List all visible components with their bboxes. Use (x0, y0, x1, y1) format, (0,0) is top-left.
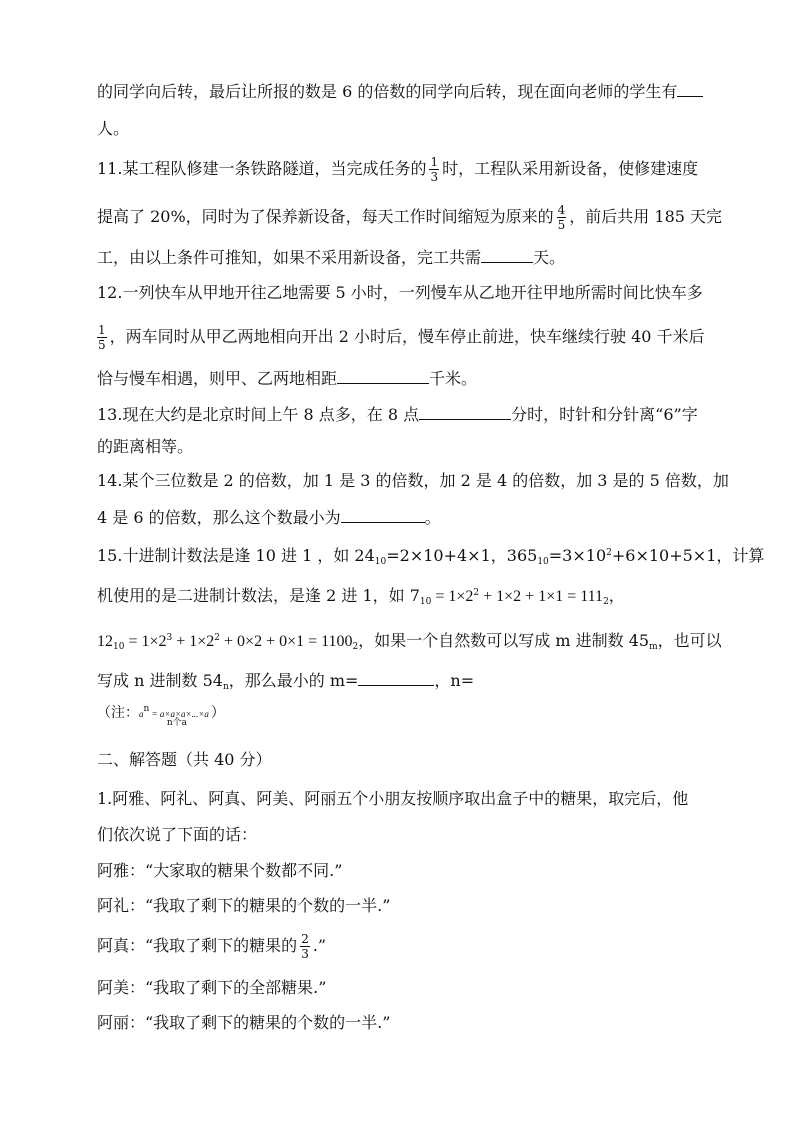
subscript: 10 (537, 557, 549, 567)
text-line (97, 543, 764, 572)
text-line (97, 203, 722, 232)
answer-blank[interactable] (481, 247, 533, 263)
text-span: ， (608, 586, 625, 605)
text-line: 阿美：“我取了剩下的全部糖果.” (97, 978, 327, 997)
fraction-denominator: 3 (301, 947, 309, 961)
text-span: 的同学向后转，最后让所报的数是 6 的倍数的同学向后转，现在面向老师的学生有 (97, 82, 678, 101)
text-line: 阿雅：“大家取的糖果个数都不同.” (97, 861, 343, 880)
math-span: a (139, 709, 144, 719)
fraction (429, 155, 439, 184)
text-span: =3×10 (548, 546, 607, 565)
subscript: m (649, 642, 658, 652)
text-line (97, 404, 698, 425)
text-line: 14.某个三位数是 2 的倍数，加 1 是 3 的倍数，加 2 是 4 的倍数，加 3 是的 5 倍数，加 (97, 471, 729, 490)
superscript: 2 (214, 633, 221, 643)
text-span: +6×10+5×1，计算 (611, 546, 765, 565)
text-line: 们依次说了下面的话： (97, 825, 258, 844)
text-span: ） (210, 705, 225, 721)
text-line (97, 628, 722, 657)
text-span: ，也可以 (657, 631, 722, 650)
text-span: 4 是 6 的倍数，那么这个数最小为 (97, 508, 341, 527)
text-line (97, 81, 703, 102)
text-span: 分时，时针和分针离“6”字 (511, 405, 698, 424)
text-span: =2×10+4×1，365 (386, 546, 538, 565)
text-span: 天。 (533, 248, 566, 267)
superscript: 2 (473, 588, 480, 598)
text-line (97, 368, 477, 389)
math-span: = 1×2 (431, 588, 474, 605)
fraction-numerator: 1 (98, 323, 106, 337)
math-span: + 1×2 (172, 633, 215, 650)
text-span: 。 (424, 508, 441, 527)
answer-blank[interactable] (341, 507, 425, 523)
math-span: + 1×2 + 1×1 = 111 (479, 588, 604, 605)
math-span: 12 (97, 633, 113, 650)
text-line (97, 247, 565, 268)
answer-blank[interactable] (337, 368, 429, 384)
text-line (97, 583, 625, 612)
superscript: 2 (606, 548, 612, 558)
fraction-denominator: 5 (98, 338, 106, 352)
superscript: n (143, 704, 150, 714)
text-span: ，前后共用 185 天完 (569, 207, 723, 226)
text-span: 13.现在大约是北京时间上午 8 点多，在 8 点 (97, 405, 420, 424)
text-span: 时，工程队采用新设备，使修建速度 (442, 159, 699, 178)
text-span: 阿真：“我取了剩下的糖果的 (97, 936, 298, 955)
subscript: 10 (113, 642, 125, 652)
text-line (97, 507, 441, 528)
text-line: 阿礼：“我取了剩下的糖果的个数的一半.” (97, 896, 391, 915)
subscript: 10 (419, 597, 432, 607)
text-line: 12.一列快车从甲地开往乙地需要 5 小时，一列慢车从乙地开往甲地所需时间比快车多 (97, 283, 703, 302)
text-line: 1.阿雅、阿礼、阿真、阿美、阿丽五个小朋友按顺序取出盒子中的糖果，取完后，他 (97, 789, 689, 808)
text-line: 人。 (97, 119, 130, 138)
fraction-numerator: 1 (430, 155, 439, 169)
fraction-numerator: 4 (557, 203, 566, 217)
text-line (97, 155, 698, 184)
text-line: 阿丽：“我取了剩下的糖果的个数的一半.” (97, 1013, 391, 1032)
fraction-denominator: 3 (430, 170, 439, 184)
text-span: ，两车同时从甲乙两地相向开出 2 小时后，慢车停止前进，快车继续行驶 40 千米后 (109, 327, 705, 346)
math-span: = 1×2 (124, 633, 167, 650)
math-span: = a×a×a×...×a (149, 709, 209, 719)
fraction (300, 932, 310, 961)
fraction (97, 323, 107, 352)
text-span: 写成 n 进制数 54 (97, 671, 223, 690)
text-span: .” (312, 936, 327, 955)
subscript: 2 (603, 597, 609, 607)
text-span: 机使用的是二进制计数法，是逢 2 进 1，如 7 (97, 586, 420, 605)
text-line (97, 932, 326, 961)
fraction (557, 203, 567, 232)
text-span: （注： (97, 705, 139, 721)
text-line (97, 670, 474, 697)
text-span: ，如果一个自然数可以写成 m 进制数 45 (358, 631, 650, 650)
superscript: 3 (166, 633, 173, 643)
fraction-numerator: 2 (301, 932, 309, 946)
text-span: 提高了 20%，同时为了保养新设备，每天工作时间缩短为原来的 (97, 207, 554, 226)
text-line: 的距离相等。 (97, 437, 194, 456)
text-span: 15.十进制计数法是逢 10 进 1 ，如 24 (97, 546, 375, 565)
text-line (97, 699, 225, 728)
section-heading: 二、解答题（共 40 分） (97, 750, 272, 769)
subscript: n (222, 682, 229, 692)
text-span: ，n= (434, 671, 475, 690)
answer-blank[interactable] (677, 81, 703, 97)
answer-blank[interactable] (358, 670, 434, 686)
fraction-denominator: 5 (557, 218, 566, 232)
subscript: 2 (352, 642, 359, 652)
subscript: 10 (374, 557, 387, 567)
text-span: 恰与慢车相遇，则甲、乙两地相距 (97, 369, 338, 388)
math-span: + 0×2 + 0×1 = 1100 (220, 633, 353, 650)
text-span: 千米。 (429, 369, 478, 388)
text-span: ，那么最小的 m= (228, 671, 359, 690)
text-line (97, 323, 705, 352)
text-span: 工，由以上条件可推知，如果不采用新设备，完工共需 (97, 248, 482, 267)
underbrace-label: n个a (166, 718, 187, 728)
text-span: 11.某工程队修建一条铁路隧道，当完成任务的 (97, 159, 427, 178)
answer-blank[interactable] (419, 404, 511, 420)
